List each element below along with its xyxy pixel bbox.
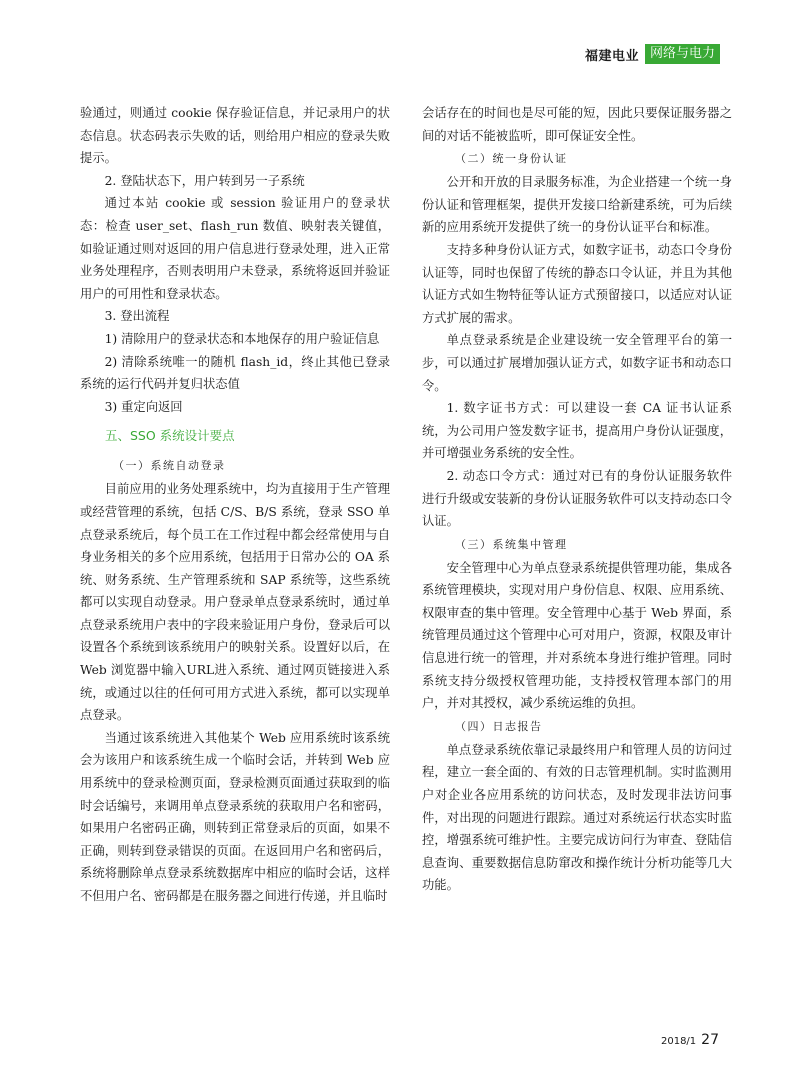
left-column (80, 102, 390, 908)
paragraph: 会话存在的时间也是尽可能的短，因此只要保证服务器之间的对话不能被监听，即可保证安全性。 (422, 106, 732, 143)
page-number: 27 (701, 1032, 719, 1048)
page-footer (661, 1032, 719, 1048)
subsection-heading: （四）日志报告 (455, 719, 543, 733)
paragraph: 2) 清除系统唯一的随机 flash_id，终止其他已登录系统的运行代码并复归状态值 (80, 354, 390, 392)
magazine-title: 福建电业 (584, 48, 639, 64)
paragraph: 2. 登陆状态下，用户转到另一子系统 (104, 173, 305, 188)
page-header (585, 44, 720, 64)
paragraph: 1) 清除用户的登录状态和本地保存的用户验证信息 (104, 331, 380, 346)
subsection-heading: （二）统一身份认证 (455, 152, 568, 166)
right-column (422, 102, 732, 897)
paragraph: 当通过该系统进入其他某个 Web 应用系统时该系统会为该用户和该系统生成一个临时会话，并转到 Web 应用系统中的登录检测页面，登录检测页面通过获取到的临时会话编号，来调用单点登录系统的获取用户名和密码，如果用户名密码正确，则转到正常登录后的页面，如果不正确，则转到登录错误的页面。在返回用户名和密码后，系统将删除单点登录系统数据库中相应的临时会话，这样不但用户名、密码都是在服务器之间进行传递，并且临时 (80, 730, 390, 903)
section-badge: 网络与电力 (645, 44, 720, 64)
paragraph: 验通过，则通过 cookie 保存验证信息，并记录用户的状态信息。状态码表示失败的话，则给用户相应的登录失败提示。 (80, 106, 390, 166)
paragraph: 单点登录系统是企业建设统一安全管理平台的第一步，可以通过扩展增加强认证方式，如数字证书和动态口令。 (422, 333, 732, 393)
paragraph: 通过本站 cookie 或 session 验证用户的登录状态：检查 user_set、flash_run 数值、映射表关键值，如验证通过则对返回的用户信息进行登录处理，进入正常业务处理程序，否则表明用户未登录，系统将返回并验证用户的可用性和登录状态。 (80, 196, 390, 301)
paragraph: 1. 数字证书方式：可以建设一套 CA 证书认证系统，为公司用户签发数字证书，提高用户身份认证强度，并可增强业务系统的安全性。 (422, 401, 732, 461)
subsection-heading: （一）系统自动登录 (113, 459, 226, 473)
section-heading: 五、SSO 系统设计要点 (105, 428, 235, 444)
subsection-heading: （三）系统集中管理 (455, 537, 568, 551)
paragraph: 目前应用的业务处理系统中，均为直接用于生产管理或经营管理的系统，包括 C/S、B/S 系统，登录 SSO 单点登录系统后，每个员工在工作过程中都会经常使用与自身业务相关的多个应用系统，包括用于日常办公的 OA 系统、财务系统、生产管理系统和 SAP 系统等，这些系统都可以实现自动登录。用户登录单点登录系统时，通过单点登录系统用户表中的字段来验证用户身份，登录后可以设置各个系统到该系统用户的映射关系。设置好以后，在 Web 浏览器中输入URL进入系统、通过网页链接进入系统，或通过以往的任何可用方式进入系统，都可以实现单点登录。 (80, 482, 390, 723)
paragraph: 3) 重定向返回 (104, 399, 183, 414)
paragraph: 单点登录系统依靠记录最终用户和管理人员的访问过程，建立一套全面的、有效的日志管理机制。实时监测用户对企业各应用系统的访问状态，及时发现非法访问事件，对出现的问题进行跟踪。通过对系统运行状态实时监控，增强系统可维护性。主要完成访问行为审查、登陆信息查询、重要数据信息防窜改和操作统计分析功能等几大功能。 (422, 742, 732, 893)
paragraph: 3. 登出流程 (104, 309, 170, 324)
issue-number: 2018/1 (660, 1036, 697, 1047)
paragraph: 2. 动态口令方式：通过对已有的身份认证服务软件进行升级或安装新的身份认证服务软件可以支持动态口令认证。 (422, 468, 732, 529)
paragraph: 公开和开放的目录服务标准，为企业搭建一个统一身份认证和管理框架，提供开发接口给新建系统，可为后续新的应用系统开发提供了统一的身份认证平台和标准。 (422, 175, 732, 235)
paragraph: 支持多种身份认证方式，如数字证书，动态口令身份认证等，同时也保留了传统的静态口令认证，并且为其他认证方式如生物特征等认证方式预留接口，以适应对认证方式扩展的需求。 (422, 242, 732, 325)
paragraph: 安全管理中心为单点登录系统提供管理功能，集成各系统管理模块，实现对用户身份信息、权限、应用系统、权限审查的集中管理。安全管理中心基于 Web 界面，系统管理员通过这个管理中心可对用户，资源，权限及审计信息进行统一的管理，并对系统本身进行维护管理。同时系统支持分级授权管理功能，支持授权管理本部门的用户，并对其授权，减少系统运维的负担。 (422, 560, 732, 711)
